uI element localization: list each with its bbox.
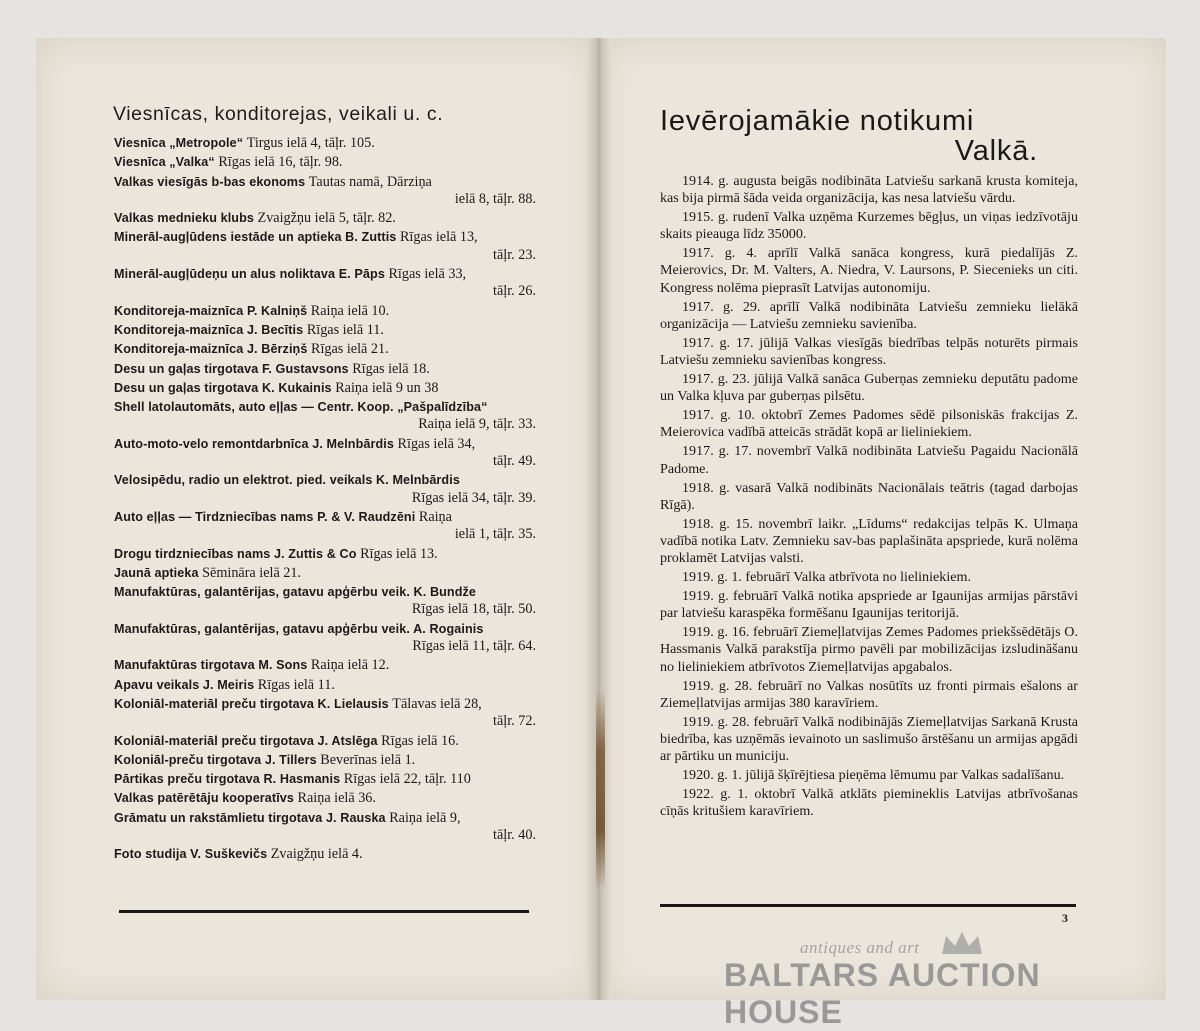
entry-address: Raiņa ielā 36. — [297, 790, 376, 807]
event-item: 1922. g. 1. oktobrī Valkā atklāts piemineklis Latvijas atbrīvošanas cīņās kritušiem karavīriem. — [660, 786, 1078, 820]
entry-address-continued: tāļr. 72. — [493, 713, 536, 730]
directory-entry — [114, 361, 544, 378]
entry-name: Viesnīca „Valka“ — [114, 155, 215, 170]
entry-name: Auto eļļas — Tirdzniecības nams P. & V. Raudzēni — [114, 509, 416, 524]
event-item: 1919. g. 16. februārī Ziemeļlatvijas Zemes Padomes priekšsēdētājs O. Hassmanis Valkā parakstīja pirmo pavēli par mobilizācijas izsludināšanu no lieliniekiem atbrīvotos Ziemeļlatvijas apgabalos. — [660, 624, 1078, 675]
right-title-line1: Ievērojamākie notikumi — [660, 105, 975, 137]
directory-entry — [114, 733, 544, 750]
events-list — [660, 173, 1078, 822]
page-number: 3 — [1062, 911, 1068, 925]
left-page-rule — [119, 910, 529, 913]
binding-stain — [596, 690, 605, 890]
entry-address: Tirgus ielā 4, tāļr. 105. — [246, 135, 375, 151]
entry-name: Konditoreja-maiznīca J. Bērziņš — [114, 342, 308, 357]
entry-name: Koloniāl-materiāl preču tirgotava K. Lielausis — [114, 696, 389, 711]
directory-entry — [114, 380, 544, 397]
entry-address-continued: tāļr. 23. — [493, 246, 536, 263]
event-item: 1917. g. 10. oktobrī Zemes Padomes sēdē pilsoniskās frakcijas Z. Meierovica vadībā atteicās strādāt kopā ar lieliniekiem. — [660, 407, 1078, 441]
entry-address-continued: tāļr. 40. — [493, 826, 536, 843]
directory-entry — [114, 174, 544, 209]
entry-name: Drogu tirdzniecības nams J. Zuttis & Co — [114, 546, 357, 561]
left-page-title: Viesnīcas, konditorejas, veikali u. c. — [113, 103, 444, 125]
directory-entry — [114, 677, 544, 694]
entry-name: Shell latolautomāts, auto eļļas — Centr. Koop. „Pašpalīdzība“ — [114, 400, 488, 415]
directory-entry — [114, 790, 544, 807]
event-item: 1917. g. 17. jūlijā Valkas viesīgās biedrības telpās noturēts pirmais Latviešu zemnieku savienības kongress. — [660, 334, 1078, 368]
entry-address-continued: Rīgas ielā 11, tāļr. 64. — [412, 638, 536, 655]
entry-name: Desu un gaļas tirgotava K. Kukainis — [114, 380, 332, 395]
entry-name: Konditoreja-maiznīca J. Becītis — [114, 322, 304, 337]
event-item: 1917. g. 4. aprīlī Valkā sanāca kongress, kurā piedalījās Z. Meierovics, Dr. M. Valters, A. Niedra, V. Laursons, P. Siecenieks un citi. Kongress nolēma pieprasīt Latvijas autonomiju. — [660, 245, 1078, 296]
entry-name: Minerāl-augļūdeņu un alus noliktava E. Pāps — [114, 267, 385, 282]
event-item: 1919. g. 1. februārī Valka atbrīvota no lieliniekiem. — [682, 569, 971, 586]
entry-address: Tautas namā, Dārziņa — [308, 173, 432, 190]
entry-name: Manufaktūras, galantērijas, gatavu apģērbu veik. K. Bundže — [114, 585, 477, 600]
watermark-name: BALTARS AUCTION HOUSE — [724, 957, 1041, 1030]
entry-address: Raiņa — [418, 508, 452, 525]
event-item: 1920. g. 1. jūlijā šķīrējtiesa pieņēma lēmumu par Valkas sadalīšanu. — [682, 767, 1065, 784]
directory-entry — [114, 436, 544, 471]
event-item: 1915. g. rudenī Valka uzņēma Kurzemes bēgļus, un viņas iedzīvotāju skaits pieauga līdz 35000. — [660, 209, 1078, 243]
entry-name: Manufaktūras, galantērijas, gatavu apģērbu veik. A. Rogainis — [114, 621, 484, 636]
entry-address: Raiņa ielā 12. — [310, 657, 390, 674]
directory-entry — [114, 210, 544, 227]
entry-name: Grāmatu un rakstāmlietu tirgotava J. Rauska — [114, 810, 386, 825]
entry-name: Viesnīca „Metropole“ — [114, 136, 244, 150]
watermark-tagline: antiques and art — [800, 938, 920, 957]
entry-address-continued: Rīgas ielā 34, tāļr. 39. — [411, 489, 536, 506]
entry-address: Raiņa ielā 9 un 38 — [335, 379, 439, 396]
directory-entry — [114, 303, 544, 320]
right-page-title — [660, 106, 1040, 166]
entry-address: Zvaigžņu ielā 5, tāļr. 82. — [257, 210, 396, 227]
entry-name: Auto-moto-velo remontdarbnīca J. Melnbārdis — [114, 436, 394, 451]
entry-address-continued: ielā 1, tāļr. 35. — [454, 526, 536, 543]
directory-entry — [114, 546, 544, 563]
entry-address: Zvaigžņu ielā 4. — [270, 846, 363, 863]
entry-name: Valkas patērētāju kooperatīvs — [114, 791, 294, 806]
event-item: 1919. g. 28. februārī no Valkas nosūtīts uz fronti pirmais ešalons ar Ziemeļlatvijas armijas 380 karavīriem. — [660, 677, 1078, 711]
entry-address-continued: Raiņa ielā 9, tāļr. 33. — [418, 416, 536, 433]
entry-address-continued: tāļr. 26. — [493, 283, 536, 300]
directory-entry — [114, 846, 544, 863]
entry-name: Velosipēdu, radio un elektrot. pied. veikals K. Melnbārdis — [114, 473, 460, 488]
event-item: 1917. g. 29. aprīlī Valkā nodibināta Latviešu zemnieku lielākā organizācija — Latviešu zemnieku savienība. — [660, 298, 1078, 332]
entry-address-continued: tāļr. 49. — [493, 453, 536, 470]
directory-entry — [114, 229, 544, 264]
entry-name: Foto studija V. Suškevičs — [114, 847, 268, 862]
event-item: 1914. g. augusta beigās nodibināta Latviešu sarkanā krusta komiteja, kas bija pirmā šāda veida organizācija, kas nesa latviešu vārdu. — [660, 173, 1078, 207]
entry-address: Rīgas ielā 33, — [388, 266, 467, 283]
directory-entry — [114, 810, 544, 845]
entry-name: Koloniāl-materiāl preču tirgotava J. Atslēga — [114, 733, 378, 748]
entry-address-continued: ielā 8, tāļr. 88. — [454, 190, 536, 207]
entry-address-continued: Rīgas ielā 18, tāļr. 50. — [411, 601, 536, 618]
entry-address: Rīgas ielā 22, tāļr. 110 — [343, 771, 471, 788]
entry-address: Rīgas ielā 16. — [381, 732, 459, 749]
entry-address: Rīgas ielā 34, — [397, 435, 476, 452]
directory-entry — [114, 752, 544, 769]
entry-name: Apavu veikals J. Meiris — [114, 677, 255, 692]
directory-entry — [114, 266, 544, 301]
directory-entry — [114, 621, 544, 656]
entry-address: Rīgas ielā 11. — [306, 321, 384, 338]
entry-address: Raiņa ielā 10. — [310, 302, 390, 319]
entry-name: Konditoreja-maiznīca P. Kalniņš — [114, 303, 308, 318]
entry-address: Rīgas ielā 16, tāļr. 98. — [218, 154, 343, 171]
entry-name: Jaunā aptieka — [114, 565, 199, 580]
directory-entry — [114, 472, 544, 507]
directory-entry — [114, 322, 544, 339]
entry-address: Tālavas ielā 28, — [392, 695, 482, 712]
event-item: 1918. g. 15. novembrī laikr. „Līdums“ redakcijas telpās K. Ulmaņa vadībā notika Latv. Zemnieku sav-bas paplašināta apspriede, kurā nolēma proklamēt Latvijas valsti. — [660, 515, 1078, 566]
entry-address: Rīgas ielā 21. — [311, 341, 389, 358]
directory-entry — [114, 584, 544, 619]
directory-entry — [114, 509, 544, 544]
entry-address: Rīgas ielā 11. — [257, 676, 335, 693]
entry-address: Rīgas ielā 13. — [360, 545, 438, 562]
directory-entry — [114, 565, 544, 582]
event-item: 1919. g. 28. februārī Valkā nodibinājās Ziemeļlatvijas Sarkanā Krusta biedrība, kas uzņēmās ievainoto un saslimušo ārstēšanu un armijas apgādi ar pārtiku un municiju. — [660, 713, 1078, 764]
directory-entry — [114, 771, 544, 788]
directory-entry — [114, 657, 544, 674]
entry-address: Beverīnas ielā 1. — [320, 751, 416, 768]
directory-entry — [114, 341, 544, 358]
event-item: 1917. g. 17. novembrī Valkā nodibināta Latviešu Pagaidu Nacionālā Padome. — [660, 443, 1078, 477]
entry-name: Manufaktūras tirgotava M. Sons — [114, 658, 308, 673]
directory-entry — [114, 399, 544, 434]
business-directory — [114, 135, 544, 866]
entry-name: Minerāl-augļūdens iestāde un aptieka B. Zuttis — [114, 230, 397, 245]
entry-name: Desu un gaļas tirgotava F. Gustavsons — [114, 361, 349, 376]
entry-address: Sēmināra ielā 21. — [202, 564, 302, 581]
right-page-rule — [660, 904, 1076, 907]
event-item: 1918. g. vasarā Valkā nodibināts Nacionālais teātris (tagad darbojas Rīgā). — [660, 479, 1078, 513]
entry-address: Rīgas ielā 18. — [352, 360, 430, 377]
event-item: 1917. g. 23. jūlijā Valkā sanāca Guberņas zemnieku deputātu padome un Valka kļuva par guberņas pilsētu. — [660, 371, 1078, 405]
entry-name: Valkas viesīgās b-bas ekonoms — [114, 174, 306, 189]
entry-address: Raiņa ielā 9, — [389, 809, 461, 826]
entry-address: Rīgas ielā 13, — [399, 229, 478, 246]
right-title-line2: Valkā. — [954, 135, 1038, 167]
entry-name: Valkas mednieku klubs — [114, 211, 254, 226]
entry-name: Koloniāl-preču tirgotava J. Tillers — [114, 752, 317, 767]
event-item: 1919. g. februārī Valkā notika apspriede ar Igaunijas armijas pārstāvi par latviešu karaspēka formēšanu Igaunijas teritorijā. — [660, 588, 1078, 622]
entry-name: Pārtikas preču tirgotava R. Hasmanis — [114, 772, 341, 787]
directory-entry — [114, 154, 544, 171]
crown-icon — [940, 930, 984, 956]
directory-entry — [114, 696, 544, 731]
directory-entry — [114, 135, 544, 152]
